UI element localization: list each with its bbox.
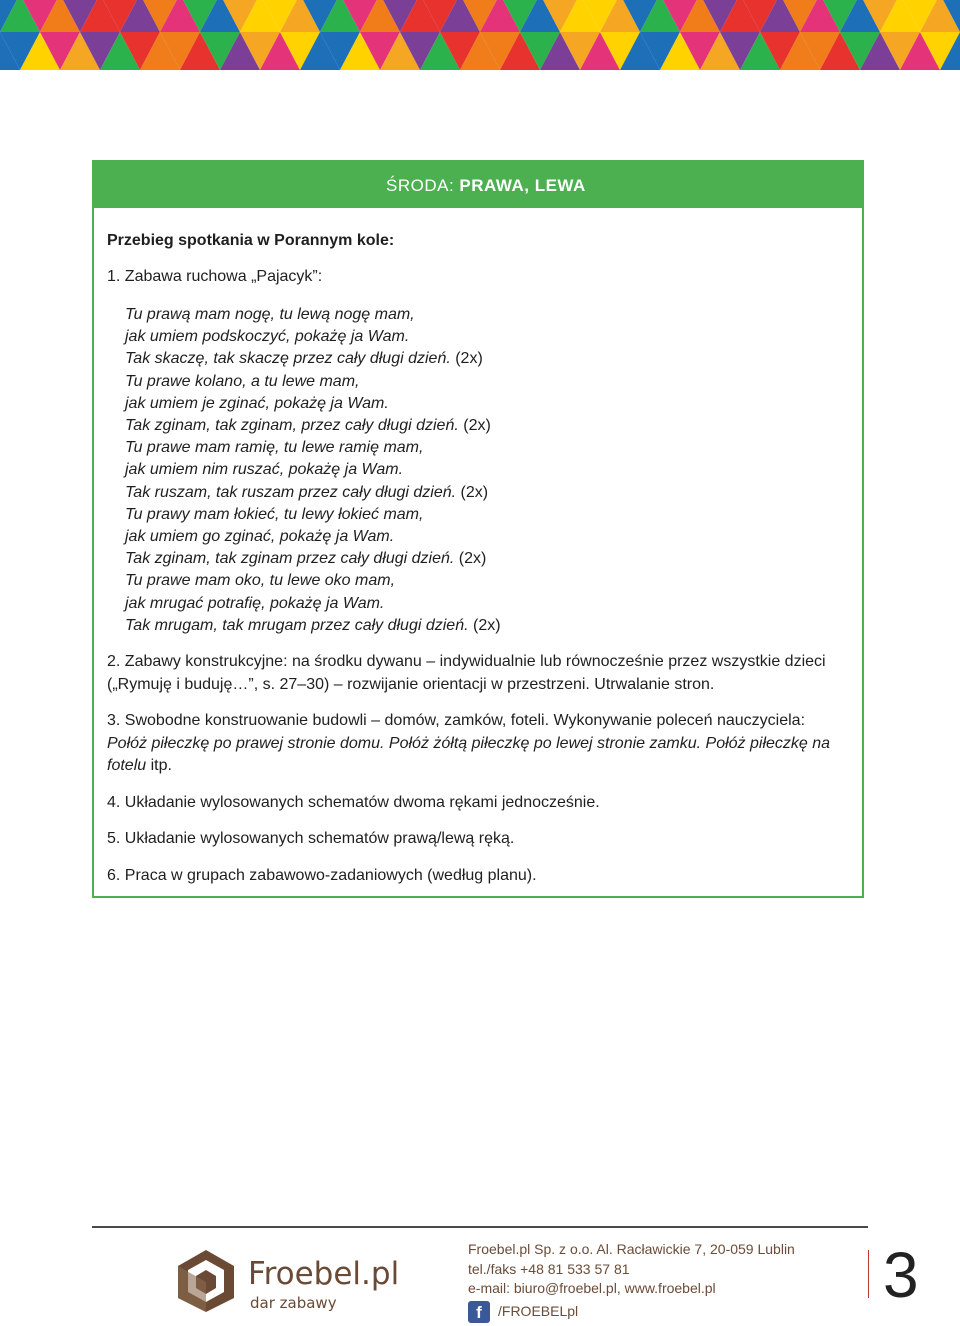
lyric-text: Tu prawe kolano, a tu lewe mam, — [125, 372, 360, 390]
repeat-marker: (2x) — [468, 616, 501, 634]
lyric-text: jak umiem nim ruszać, pokażę ja Wam. — [125, 461, 404, 479]
lyric-text: jak umiem podskoczyć, pokażę ja Wam. — [125, 328, 410, 346]
lyric-line — [125, 615, 850, 637]
lyric-text: Tak zginam, tak zginam, przez cały długi dzień. — [125, 417, 459, 435]
day-title — [386, 176, 586, 196]
item-6: 6. Praca w grupach zabawowo-zadaniowych (według planu). — [107, 866, 537, 884]
item-2: 2. Zabawy konstrukcyjne: na środku dywanu – indywidualnie lub równocześnie przez wszystkie dzieci („Rymuję i buduję…”, s. 27–30) – rozwijanie orientacji w przestrzeni. Utrwalanie stron. — [107, 653, 826, 693]
lyric-text: Tu prawy mam łokieć, tu lewy łokieć mam, — [125, 505, 424, 523]
lyric-line — [125, 437, 850, 459]
lyric-line — [125, 548, 850, 570]
decorative-triangle-banner — [0, 0, 960, 80]
cube-logo-icon — [174, 1248, 238, 1314]
lyric-text: Tak skaczę, tak skaczę przez cały długi dzień. — [125, 350, 451, 368]
lyric-line — [125, 415, 850, 437]
lyric-line — [125, 526, 850, 548]
lesson-box — [92, 160, 864, 898]
facebook-link[interactable] — [468, 1301, 795, 1323]
lyric-text: Tak ruszam, tak ruszam przez cały długi dzień. — [125, 483, 457, 501]
lyric-line — [125, 371, 850, 393]
company-email[interactable]: e-mail: biuro@froebel.pl, www.froebel.pl — [468, 1280, 716, 1296]
lyric-text: Tu prawe mam ramię, tu lewe ramię mam, — [125, 439, 424, 457]
item-1-label: 1. Zabawa ruchowa „Pajacyk”: — [107, 268, 323, 285]
lyric-text: Tu prawą mam nogę, tu lewą nogę mam, — [125, 306, 415, 323]
lyric-text: Tak zginam, tak zginam przez cały długi dzień. — [125, 550, 455, 568]
page-number: 3 — [883, 1239, 919, 1311]
company-phone: tel./faks +48 81 533 57 81 — [468, 1260, 630, 1277]
item-5: 5. Układanie wylosowanych schematów prawą/lewą ręką. — [107, 830, 515, 848]
topic-label: PRAWA, LEWA — [459, 176, 586, 195]
lyric-text: jak umiem go zginać, pokażę ja Wam. — [125, 528, 395, 546]
page-number-separator — [868, 1250, 869, 1298]
item-3-tail: itp. — [146, 757, 172, 775]
lyric-line — [125, 482, 850, 504]
lyric-line — [125, 393, 850, 415]
lyric-line — [125, 348, 850, 370]
lyric-text: Tu prawe mam oko, tu lewe oko mam, — [125, 572, 396, 590]
box-content — [94, 208, 862, 887]
repeat-marker: (2x) — [456, 483, 489, 501]
lyric-line — [125, 504, 850, 526]
song-lyrics — [125, 304, 850, 637]
box-header — [94, 162, 862, 208]
day-label: ŚRODA: — [386, 176, 455, 195]
repeat-marker: (2x) — [454, 550, 487, 568]
facebook-icon: f — [468, 1301, 490, 1323]
facebook-handle: /FROEBELpl — [498, 1302, 579, 1319]
contact-info — [468, 1240, 795, 1323]
lyric-text: jak umiem je zginać, pokażę ja Wam. — [125, 394, 389, 412]
section-intro: Przebieg spotkania w Porannym kole: — [107, 232, 395, 249]
logo-tagline: dar zabawy — [250, 1294, 337, 1312]
item-3 — [107, 710, 850, 778]
lyric-line — [125, 304, 850, 326]
company-address: Froebel.pl Sp. z o.o. Al. Racławickie 7, 20-059 Lublin — [468, 1241, 795, 1257]
lyric-line — [125, 593, 850, 615]
footer-divider — [92, 1226, 868, 1228]
repeat-marker: (2x) — [458, 417, 491, 435]
lyric-line — [125, 459, 850, 481]
lyric-line — [125, 326, 850, 348]
item-3-commands: Połóż piłeczkę po prawej stronie domu. Połóż żółtą piłeczkę po lewej stronie zamku. Połóż piłeczkę na fotelu — [107, 734, 831, 775]
repeat-marker: (2x) — [450, 350, 483, 368]
item-4: 4. Układanie wylosowanych schematów dwoma rękami jednocześnie. — [107, 793, 600, 811]
lyric-line — [125, 570, 850, 592]
lyric-text: jak mrugać potrafię, pokażę ja Wam. — [125, 594, 385, 612]
lyric-text: Tak mrugam, tak mrugam przez cały długi dzień. — [125, 616, 469, 634]
item-3-lead: 3. Swobodne konstruowanie budowli – domów, zamków, foteli. Wykonywanie poleceń nauczyciela: — [107, 712, 806, 730]
froebel-logo[interactable] — [174, 1248, 414, 1314]
logo-wordmark: Froebel.pl — [248, 1256, 400, 1292]
